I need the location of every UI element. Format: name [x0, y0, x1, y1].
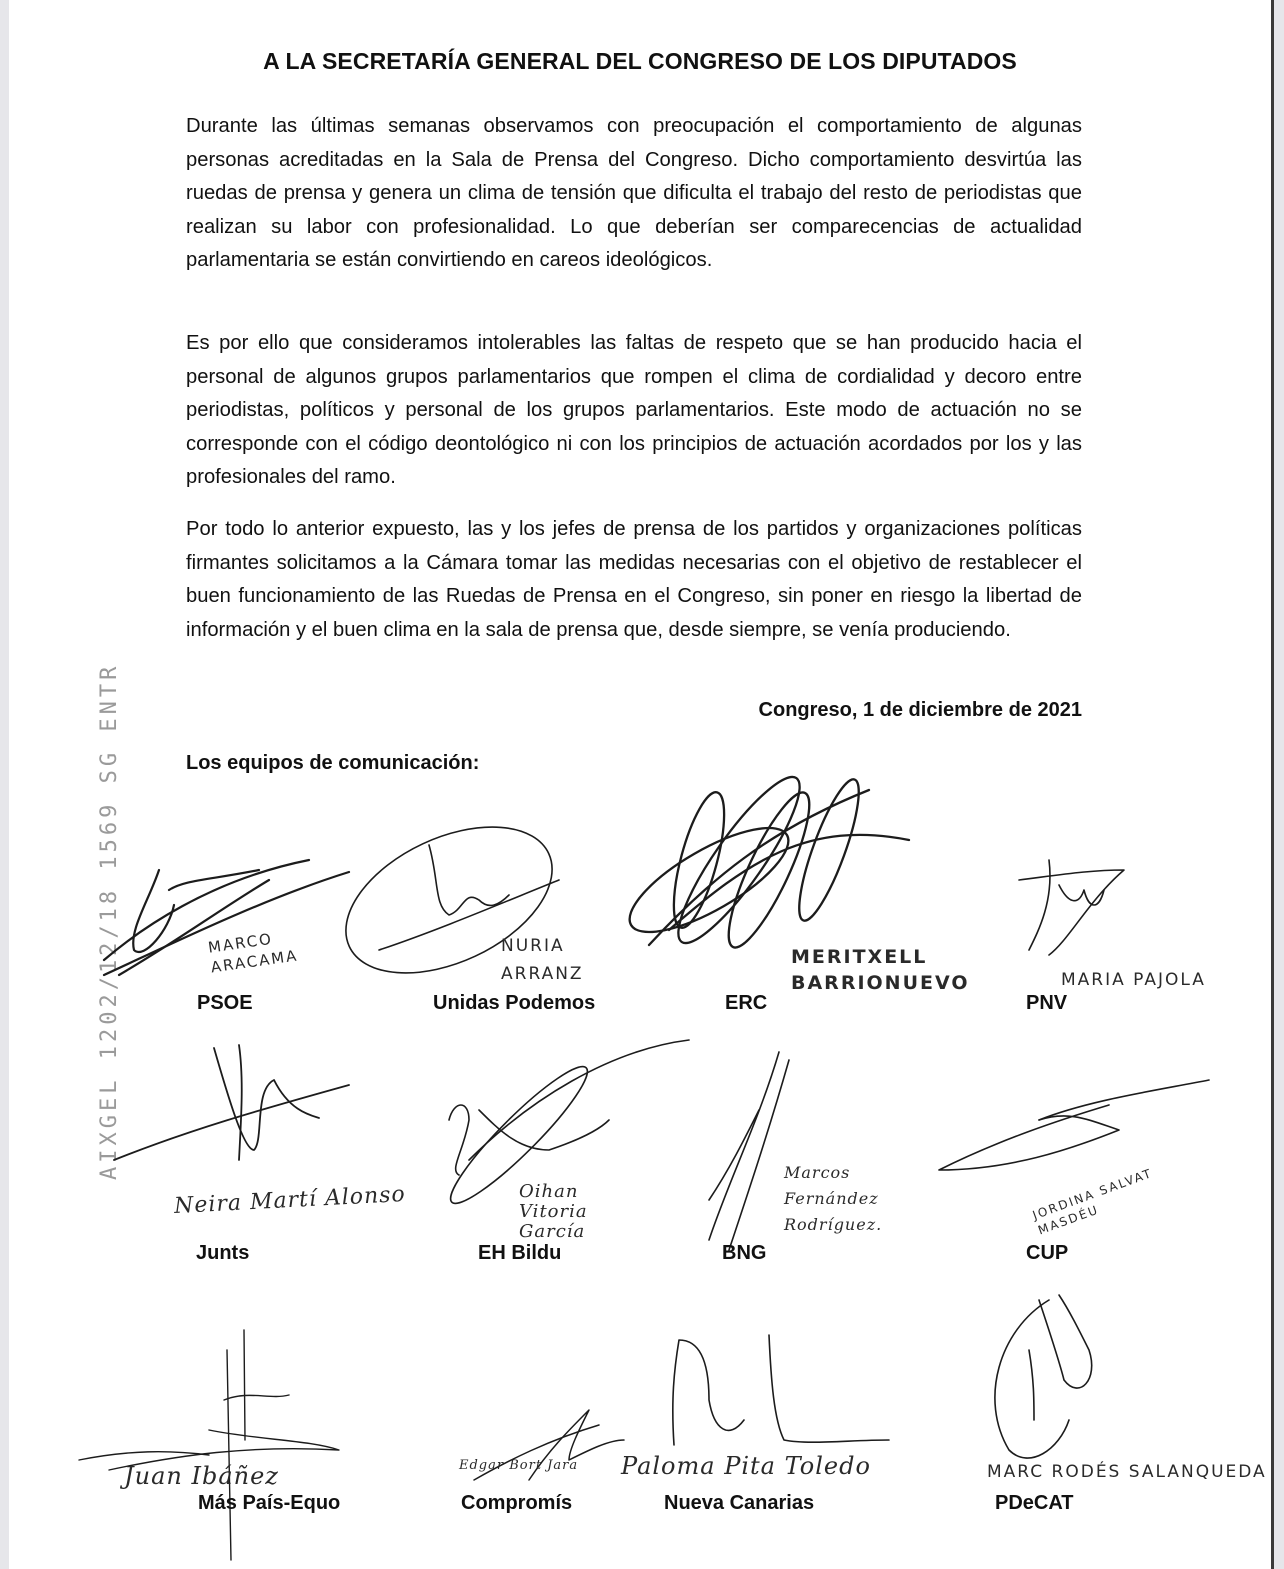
handwritten-name-erc: MERITXELL BARRIONUEVO [791, 946, 970, 994]
signature-cup [939, 1080, 1209, 1170]
handwritten-name-cup: JORDINA SALVAT MASDÉU [1030, 1165, 1155, 1238]
handwritten-name-mas-pais-equo: Juan Ibáñez [124, 1462, 279, 1490]
party-label-nueva-canarias: Nueva Canarias [664, 1492, 815, 1514]
signature-pdecat [995, 1295, 1092, 1458]
paragraph-1: Durante las últimas semanas observamos con preocupación el comportamiento de algunas personas acreditadas en la Sala de Prensa del Congreso. Dicho comportamiento desvirtúa las ruedas de prensa y genera un clima de tensión que dificulta el trabajo del resto de periodistas que realizan su labor con profesionalidad. Lo que deberían ser comparecencias de actualidad parlamentaria se están convirtiendo en careos ideológicos. [186, 115, 1082, 272]
signature-mas-pais-equo [79, 1330, 339, 1560]
handwritten-name-compromis: Edgar Bort Jara [459, 1458, 579, 1473]
document-page [9, 0, 1274, 1569]
party-label-bng: BNG [722, 1242, 767, 1264]
handwritten-name-bng: Marcos Fernández Rodríguez. [784, 1163, 883, 1234]
handwritten-name-unidas-podemos: NURIA ARRANZ [501, 936, 584, 984]
party-label-mas-pais-equo: Más País-Equo [198, 1492, 341, 1514]
registry-stamp: AIXGEL 1202/12/18 1569 SG ENTR [97, 662, 122, 1180]
party-label-psoe: PSOE [197, 992, 253, 1014]
handwritten-name-pnv: MARIA PAJOLA [1061, 970, 1206, 990]
signatories-heading: Los equipos de comunicación: [186, 752, 480, 774]
party-label-erc: ERC [725, 992, 768, 1014]
party-label-pnv: PNV [1026, 992, 1068, 1014]
party-label-eh-bildu: EH Bildu [478, 1242, 562, 1264]
signature-nueva-canarias [673, 1335, 889, 1445]
party-label-cup: CUP [1026, 1242, 1069, 1264]
signature-junts [114, 1045, 349, 1160]
signature-bng [709, 1052, 789, 1250]
party-label-unidas-podemos: Unidas Podemos [433, 992, 596, 1014]
handwritten-name-psoe: MARCO ARACAMA [206, 929, 300, 977]
party-label-compromis: Compromís [461, 1492, 573, 1514]
handwritten-name-nueva-canarias: Paloma Pita Toledo [621, 1452, 871, 1480]
handwritten-name-eh-bildu: Oihan Vitoria García [519, 1181, 588, 1242]
signature-erc [616, 764, 909, 955]
signature-pnv [1019, 860, 1124, 955]
handwritten-name-junts: Neira Martí Alonso [173, 1181, 407, 1220]
paragraph-2: Es por ello que consideramos intolerables las faltas de respeto que se han producido hacia el personal de algunos grupos parlamentarios que rompen el clima de cordialidad y decoro entre periodistas, políticos y personal de los grupos parlamentarios. Este modo de actuación no se corresponde con el código deontológico ni con los principios de actuación acordados por los y las profesionales del ramo. [186, 332, 1082, 489]
handwritten-name-pdecat: MARC RODÉS SALANQUEDA [987, 1462, 1267, 1482]
date-line: Congreso, 1 de diciembre de 2021 [758, 699, 1082, 721]
party-label-pdecat: PDeCAT [995, 1492, 1074, 1514]
paragraph-3: Por todo lo anterior expuesto, las y los jefes de prensa de los partidos y organizaciones políticas firmantes solicitamos a la Cámara tomar las medidas necesarias con el objetivo de restablecer el buen funcionamiento de las Ruedas de Prensa en el Congreso, sin poner en riesgo la libertad de información y el buen clima en la sala de prensa que, desde siempre, se venía produciendo. [186, 518, 1082, 641]
document-title: A LA SECRETARÍA GENERAL DEL CONGRESO DE LOS DIPUTADOS [263, 48, 1017, 74]
party-label-junts: Junts [196, 1242, 250, 1264]
